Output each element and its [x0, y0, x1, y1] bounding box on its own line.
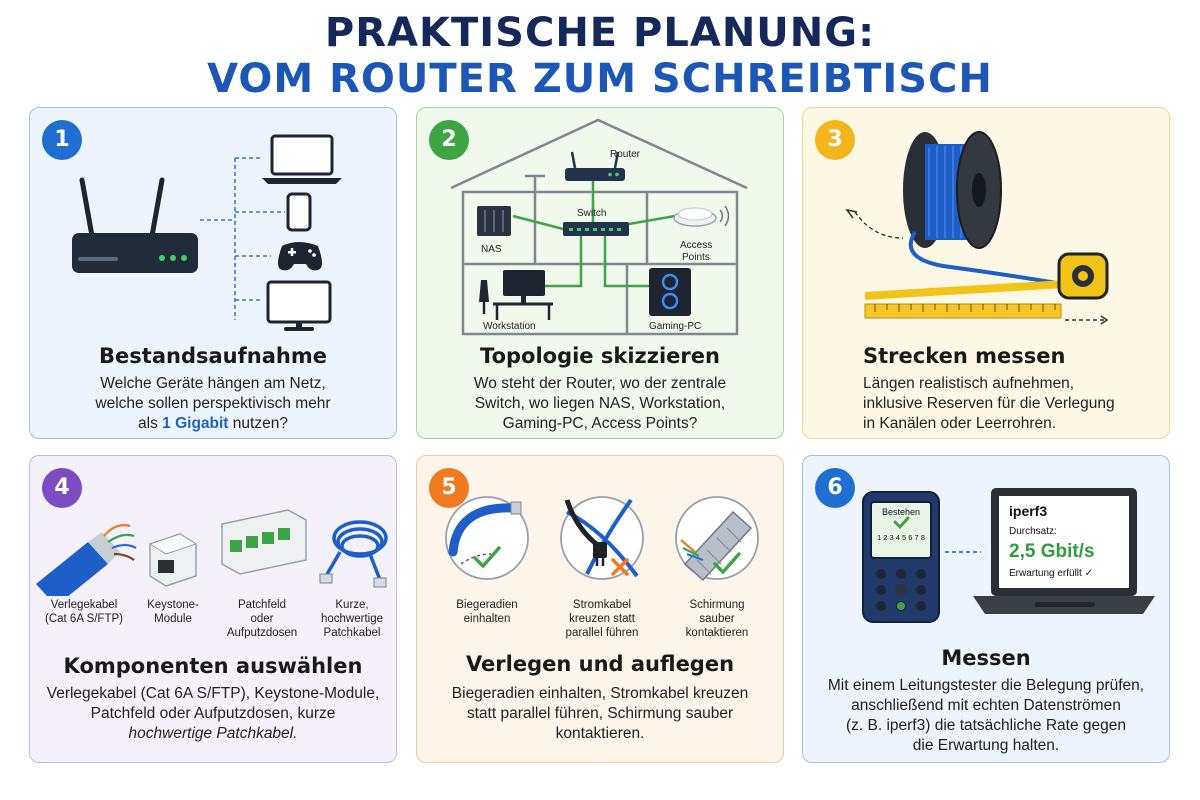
card-heading: Topologie skizzieren	[480, 344, 720, 368]
step-number-badge: 3	[815, 120, 855, 160]
installation-tips-illustration	[417, 456, 784, 596]
label-gaming-pc: Gaming-PC	[649, 321, 702, 332]
workstation-desk	[479, 270, 553, 320]
tape-measure-icon	[865, 254, 1107, 318]
card-test	[802, 455, 1170, 763]
card-description: Biegeradien einhalten, Stromkabel kreuzen statt parallel führen, Schirmung sauber kontaktieren.	[451, 685, 749, 742]
card-measure-runs	[802, 107, 1170, 439]
testing-illustration	[803, 456, 1170, 631]
gamepad-icon	[278, 242, 322, 270]
component-label-patchpanel: Patchfeld oder Aufputzdosen	[226, 599, 298, 639]
step-number-badge: 1	[42, 120, 82, 160]
gigabit-highlight: 1 Gigabit	[162, 415, 229, 432]
card-heading: Komponenten auswählen	[63, 654, 363, 678]
card-description: Wo steht der Router, wo der zentrale Switch, wo liegen NAS, Workstation, Gaming-PC, Access Points?	[473, 375, 727, 432]
monitor-icon	[268, 282, 330, 331]
keystone-module-icon	[150, 534, 196, 586]
cable-tester-device	[863, 492, 939, 622]
laptop-tool-name: iperf3	[1009, 503, 1048, 519]
component-label-cable: Verlegekabel (Cat 6A S/FTP)	[45, 599, 123, 625]
card-install	[416, 455, 784, 763]
page-title: PRAKTISCHE PLANUNG:	[324, 10, 876, 56]
step-number-badge: 2	[429, 120, 469, 160]
card-heading: Verlegen und auflegen	[465, 652, 735, 676]
card-heading: Messen	[941, 646, 1031, 670]
label-nas: NAS	[481, 244, 502, 255]
card-description: Längen realistisch aufnehmen, inklusive Reserven für die Verlegung in Kanälen oder Leerrohren.	[863, 375, 1115, 432]
patch-panel-icon	[222, 510, 306, 574]
house-topology-diagram	[417, 108, 784, 343]
step-number-badge: 4	[42, 468, 82, 508]
device-inventory-illustration	[30, 108, 397, 338]
access-point-device	[674, 206, 729, 226]
switch-device	[563, 222, 629, 236]
page-subtitle: VOM ROUTER ZUM SCHREIBTISCH	[207, 56, 993, 102]
card-heading: Bestandsaufnahme	[99, 344, 327, 368]
label-points: Points	[682, 252, 710, 263]
card-description: Welche Geräte hängen am Netz, welche sollen perspektivisch mehr als 1 Gigabit nutzen?	[95, 375, 331, 432]
card-topology	[416, 107, 784, 439]
bend-radius-icon	[446, 497, 528, 579]
cat6a-cable-icon	[36, 525, 136, 596]
tip-label-power: Stromkabel kreuzen statt parallel führen	[565, 599, 639, 639]
card-components	[29, 455, 397, 763]
card-inventory	[29, 107, 397, 439]
card-heading: Strecken messen	[863, 344, 1066, 368]
components-illustration	[30, 456, 397, 596]
component-label-patchcable: Kurze, hochwertige Patchkabel	[320, 599, 383, 639]
shielding-icon	[676, 497, 758, 580]
card-description: Mit einem Leitungstester die Belegung prüfen, anschließend mit echten Datenströmen (z. B. iperf3) die tatsächliche Rate gegen die Erwartung halten.	[827, 677, 1145, 754]
tester-status: Bestehen	[881, 507, 921, 517]
router-icon	[72, 180, 198, 273]
laptop-throughput-value: 2,5 Gbit/s	[1009, 541, 1095, 562]
laptop-throughput-label: Durchsatz:	[1009, 526, 1057, 537]
component-label-keystone: Keystone- Module	[147, 599, 199, 625]
tip-label-shield: Schirmung sauber kontaktieren	[685, 599, 749, 639]
patch-cable-icon	[326, 522, 386, 580]
gaming-pc-tower	[649, 268, 691, 316]
power-cable-crossing-icon	[561, 497, 643, 579]
tip-label-bend: Biegeradien einhalten	[456, 599, 518, 625]
arrow-icon	[847, 210, 857, 218]
nas-device	[477, 206, 511, 236]
smartphone-icon	[288, 194, 310, 230]
step-number-badge: 6	[815, 468, 855, 508]
card-description: Verlegekabel (Cat 6A S/FTP), Keystone-Module, Patchfeld oder Aufputzdosen, kurze hochwertige Patchkabel.	[46, 685, 380, 742]
cable-reel-icon	[903, 132, 1001, 248]
cable-reel-tape-illustration	[803, 108, 1170, 338]
label-switch: Switch	[577, 208, 607, 219]
label-router: Router	[610, 149, 641, 160]
step-number-badge: 5	[429, 468, 469, 508]
label-access: Access	[680, 240, 713, 251]
laptop-icon	[262, 136, 342, 184]
laptop-expectation-result: Erwartung erfüllt ✓	[1009, 568, 1093, 579]
tester-pins: 1 2 3 4 5 6 7 8	[877, 533, 925, 542]
label-workstation: Workstation	[483, 321, 536, 332]
